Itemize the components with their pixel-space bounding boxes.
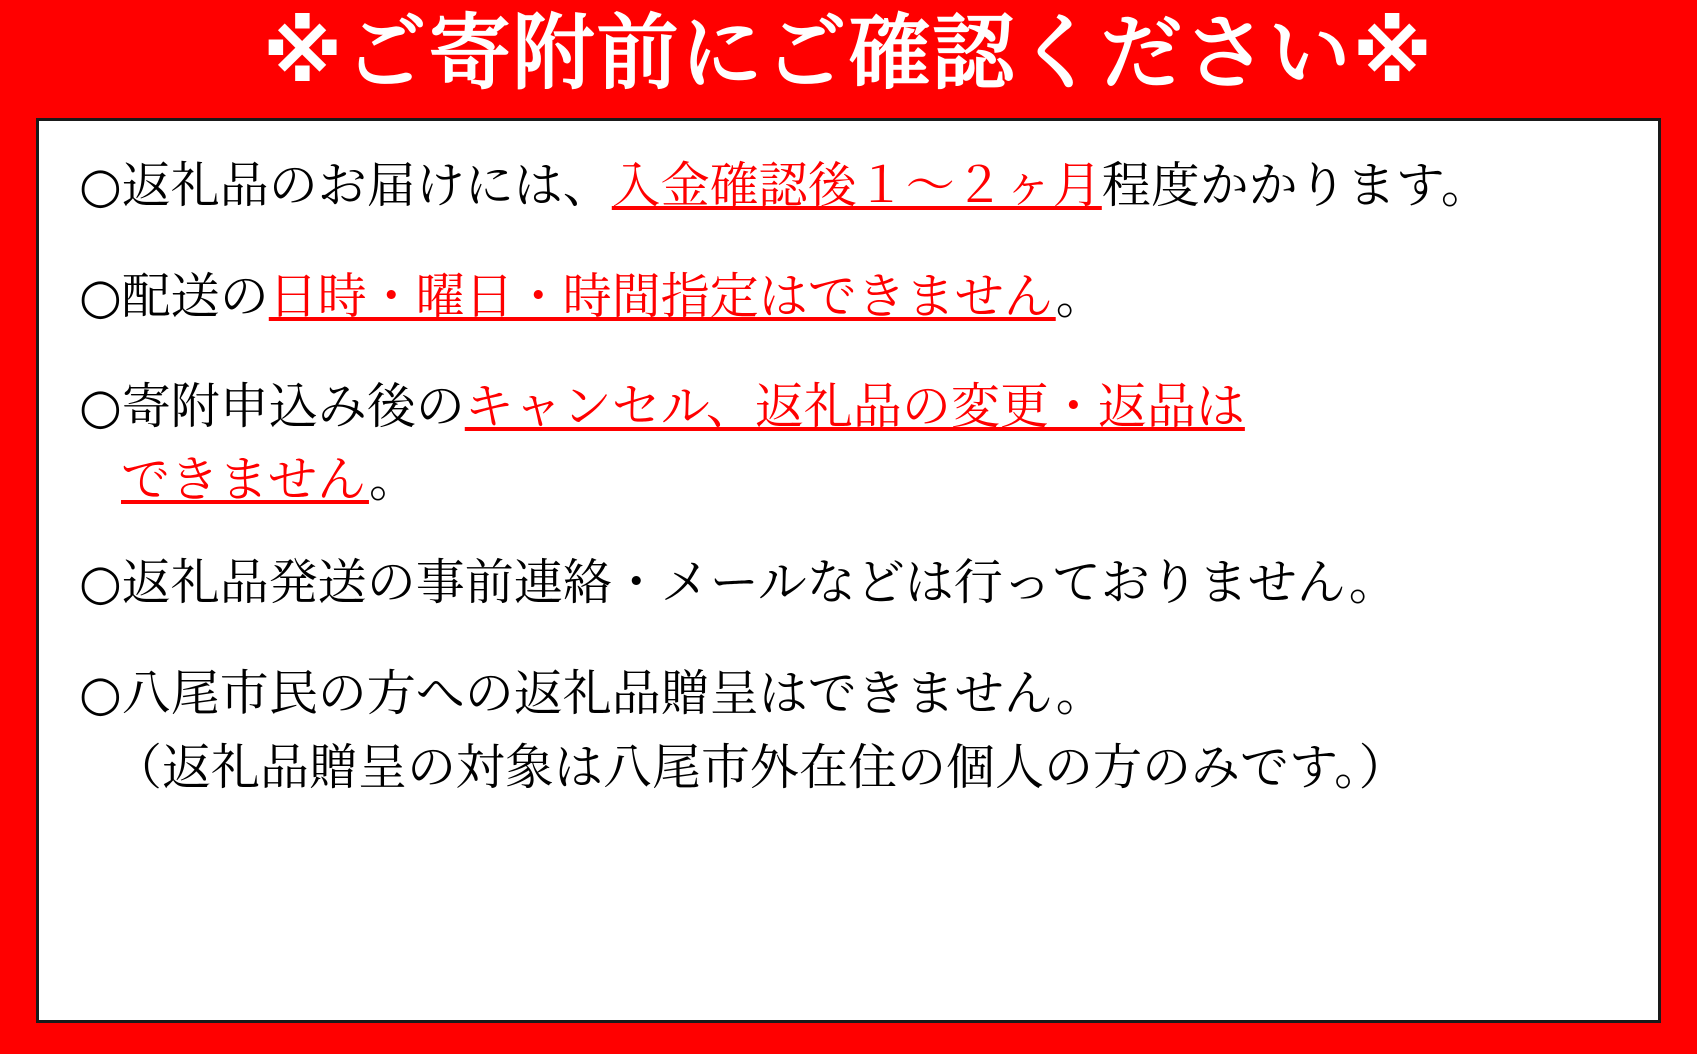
notice-text-plain: 返礼品のお届けには、 (121, 157, 612, 214)
list-marker: ○ (79, 664, 122, 722)
notice-text-tail: 程度かかります。 (1101, 157, 1490, 214)
banner-title: ※ご寄附前にご確認ください※ (262, 6, 1435, 101)
list-marker: ○ (79, 157, 122, 214)
list-marker: ○ (79, 267, 122, 325)
notice-list (36, 118, 1661, 1023)
notice-item-delivery-time (79, 155, 1618, 218)
list-marker: ○ (79, 553, 122, 611)
notice-item-no-cancellation (79, 376, 1618, 511)
list-marker: ○ (79, 378, 122, 436)
notice-text-tail: 。 (1055, 267, 1105, 325)
notice-text-emphasis: 入金確認後１～２ヶ月 (611, 157, 1102, 214)
notice-text-tail: 。 (368, 451, 418, 509)
notice-item-residency-restriction (79, 663, 1618, 800)
notice-text-plain: 八尾市民の方への返礼品贈呈はできません。 (121, 664, 1105, 722)
notice-item-no-cancellation-line2 (79, 449, 1618, 512)
notice-text-plain: 寄附申込み後の (121, 378, 465, 436)
notice-text-plain: 返礼品発送の事前連絡・メールなどは行っておりません。 (121, 553, 1398, 611)
notice-text-plain: 配送の (121, 267, 269, 325)
notice-item-residency-restriction-note: （返礼品贈呈の対象は八尾市外在住の個人の方のみです。） (113, 739, 1408, 797)
notice-text-emphasis: キャンセル、返礼品の変更・返品は (464, 378, 1245, 436)
notice-text-emphasis: 日時・曜日・時間指定はできません (268, 267, 1056, 325)
notice-text-emphasis-continued: できません (121, 451, 369, 509)
notice-item-no-advance-contact (79, 552, 1618, 615)
notice-item-no-date-specification (79, 266, 1618, 329)
